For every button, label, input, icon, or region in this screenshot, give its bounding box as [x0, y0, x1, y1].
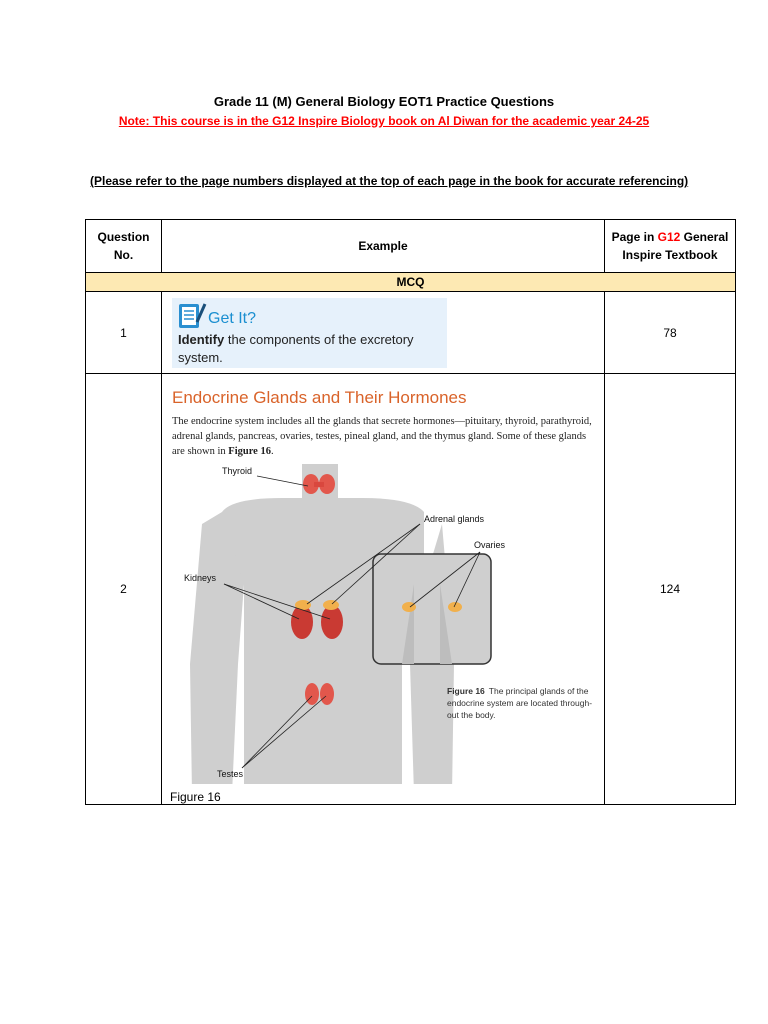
label-thyroid: Thyroid [222, 466, 253, 476]
figure-heading: Endocrine Glands and Their Hormones [172, 388, 467, 407]
table-header-row [86, 220, 736, 273]
page-number: 78 [605, 292, 736, 374]
question-number: 2 [86, 374, 162, 805]
section-row-mcq [86, 273, 736, 292]
get-it-prompt: Identify the components of the excretory system. [178, 332, 414, 365]
ovaries-inset-box [373, 554, 491, 664]
table-row [86, 374, 736, 805]
page-number: 124 [605, 374, 736, 805]
question-number: 1 [86, 292, 162, 374]
example-cell [162, 292, 605, 374]
header-page: Page in G12 General Inspire Textbook [605, 220, 736, 273]
get-it-title: Get It? [208, 310, 257, 327]
svg-text:Figure 16The principal glands: Figure 16 The principal glands of the [447, 686, 589, 696]
svg-text:endocrine system are located t: endocrine system are located through- [447, 698, 593, 708]
example-cell [162, 374, 605, 805]
figure-paragraph: The endocrine system includes all the glands that secrete hormones—pituitary, thyroid, parathyroid, adrenal glands, pancreas, ovaries, testes, pineal gland, and the thymus gland. Some of these glands are shown in Figure 16. [172, 416, 592, 457]
svg-text:out the body.: out the body. [447, 710, 496, 720]
label-kidneys: Kidneys [184, 573, 217, 583]
notebook-pencil-icon [176, 300, 208, 332]
figure-label: Figure 16 [170, 790, 221, 804]
label-testes: Testes [217, 769, 244, 779]
label-ovaries: Ovaries [474, 540, 506, 550]
get-it-box [172, 298, 447, 368]
right-ovary [448, 602, 462, 612]
document-title: Grade 11 (M) General Biology EOT1 Practice Questions [213, 94, 555, 109]
course-note: Note: This course is in the G12 Inspire Biology book on Al Diwan for the academic year 24-25 [118, 114, 650, 128]
label-adrenal-glands: Adrenal glands [424, 514, 485, 524]
referencing-instruction: (Please refer to the page numbers displayed at the top of each page in the book for accurate referencing) [90, 174, 689, 188]
table-row [86, 292, 736, 374]
header-example: Example [162, 220, 605, 273]
header-question-no: Question No. [86, 220, 162, 273]
endocrine-body-diagram [162, 464, 605, 784]
questions-table [85, 219, 736, 805]
section-label-mcq: MCQ [86, 273, 736, 292]
figure-caption [447, 686, 592, 720]
